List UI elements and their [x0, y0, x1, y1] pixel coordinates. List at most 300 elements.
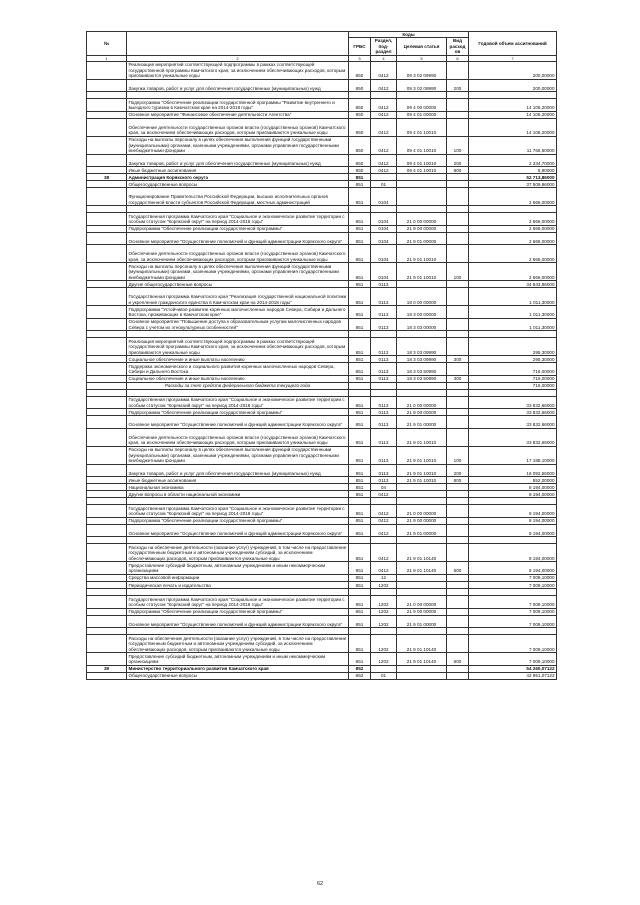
row-expense-type-cell — [447, 61, 469, 79]
table-row — [87, 118, 557, 136]
row-grbs-cell — [349, 628, 371, 635]
header-number: № — [87, 32, 127, 56]
row-article-cell — [397, 581, 447, 588]
table-row — [87, 318, 557, 331]
row-expense-type-cell — [447, 524, 469, 537]
row-article-cell: 21 9 00 00000 — [397, 517, 447, 524]
row-grbs-cell — [349, 331, 371, 338]
row-number-cell — [87, 363, 127, 376]
row-number-cell — [87, 562, 127, 575]
row-name-cell: Основное мероприятие "Осуществление полномочий и функций администрации Корякского округа" — [127, 524, 349, 537]
row-number-cell — [87, 505, 127, 518]
row-article-cell: 21 9 01 10010 — [397, 446, 447, 464]
row-sum-cell: 33 832,66000 — [469, 428, 557, 446]
table-row — [87, 416, 557, 429]
row-number-cell — [87, 338, 127, 356]
row-article-cell: 21 9 00 00000 — [397, 608, 447, 615]
row-section-cell: 01 — [371, 181, 397, 188]
row-grbs-cell: 851 — [349, 356, 371, 363]
header-name — [127, 32, 349, 56]
row-number-cell — [87, 396, 127, 409]
row-number-cell — [87, 181, 127, 188]
column-number-5: 5 — [397, 55, 447, 61]
table-row — [87, 188, 557, 206]
row-article-cell — [397, 491, 447, 498]
row-article-cell — [397, 588, 447, 595]
row-grbs-cell: 851 — [349, 281, 371, 288]
row-sum-cell: 1 011,30000 — [469, 318, 557, 331]
row-article-cell — [397, 382, 447, 389]
table-row — [87, 517, 557, 524]
row-article-cell — [397, 665, 447, 672]
row-sum-cell: 8 194,00000 — [469, 517, 557, 524]
table-row — [87, 281, 557, 288]
row-section-cell: 0113 — [371, 416, 397, 429]
row-section-cell: 0412 — [371, 505, 397, 518]
row-section-cell: 0113 — [371, 306, 397, 319]
row-number-cell — [87, 225, 127, 232]
row-sum-cell: 42 951,07122 — [469, 672, 557, 679]
row-section-cell: 0412 — [371, 491, 397, 498]
row-name-cell: Обеспечение деятельности государственных органов власти (государственных органов) Камчатского края, за исключением обеспечивающих расходов, которым присваиваются уникальные коды — [127, 428, 349, 446]
row-expense-type-cell — [447, 517, 469, 524]
row-number-cell — [87, 118, 127, 136]
row-sum-cell — [469, 537, 557, 544]
row-article-cell — [397, 174, 447, 181]
row-number-cell — [87, 206, 127, 213]
row-grbs-cell: 851 — [349, 524, 371, 537]
row-grbs-cell: 851 — [349, 174, 371, 181]
row-section-cell: 0113 — [371, 396, 397, 409]
row-name-cell: Администрация Корякского округа — [127, 174, 349, 181]
row-expense-type-cell — [447, 416, 469, 429]
row-name-cell — [127, 537, 349, 544]
row-article-cell — [397, 537, 447, 544]
row-expense-type-cell — [447, 225, 469, 232]
row-sum-cell: 33 832,66000 — [469, 396, 557, 409]
row-section-cell: 0412 — [371, 562, 397, 575]
row-sum-cell: 7 009,10000 — [469, 581, 557, 588]
budget-table — [86, 31, 557, 680]
table-row — [87, 635, 557, 653]
table-row — [87, 491, 557, 498]
row-article-cell — [397, 281, 447, 288]
row-section-cell: 0412 — [371, 136, 397, 154]
row-name-cell: Предоставление субсидий бюджетным, автономным учреждениям и иным некоммерческим организациям — [127, 653, 349, 666]
row-article-cell: 21 0 00 00000 — [397, 396, 447, 409]
table-row — [87, 389, 557, 396]
row-grbs-cell: 851 — [349, 318, 371, 331]
row-name-cell: Подпрограмма "Обеспечение реализации государственной программы" — [127, 225, 349, 232]
row-section-cell: 0113 — [371, 428, 397, 446]
table-row — [87, 477, 557, 484]
row-grbs-cell: 851 — [349, 375, 371, 382]
row-article-cell — [397, 206, 447, 213]
row-number-cell — [87, 615, 127, 628]
row-name-cell: Основное мероприятие "Осуществление полномочий и функций администрации Корякского округа" — [127, 416, 349, 429]
header-annual-sum: Годовой объем ассигнований — [469, 32, 557, 56]
row-sum-cell: 14 106,20000 — [469, 111, 557, 118]
row-name-cell: Основное мероприятие "Повышение доступа к образовательным услугам малочисленных народов Севера с учетом их этнокультурных особенностей" — [127, 318, 349, 331]
row-grbs-cell: 851 — [349, 338, 371, 356]
page-number: 62 — [316, 881, 324, 887]
row-number-cell — [87, 653, 127, 666]
row-section-cell: 0113 — [371, 375, 397, 382]
row-name-cell: Основное мероприятие "Финансовое обеспечение деятельности Агентства" — [127, 111, 349, 118]
row-section-cell — [371, 588, 397, 595]
row-expense-type-cell — [447, 188, 469, 206]
row-sum-cell: 8 194,00000 — [469, 562, 557, 575]
row-section-cell — [371, 92, 397, 99]
row-sum-cell: 2 334,70000 — [469, 154, 557, 167]
row-section-cell — [371, 382, 397, 389]
row-expense-type-cell: 300 — [447, 375, 469, 382]
row-section-cell: 0412 — [371, 99, 397, 112]
row-grbs-cell — [349, 389, 371, 396]
row-section-cell — [371, 498, 397, 505]
row-expense-type-cell — [447, 206, 469, 213]
row-name-cell — [127, 206, 349, 213]
row-name-cell — [127, 92, 349, 99]
row-grbs-cell: 851 — [349, 396, 371, 409]
row-sum-cell: 295,30000 — [469, 338, 557, 356]
row-expense-type-cell — [447, 281, 469, 288]
row-grbs-cell: 851 — [349, 232, 371, 245]
row-grbs-cell — [349, 206, 371, 213]
budget-sheet — [86, 31, 556, 680]
row-name-cell: Реализация мероприятий соответствующей подпрограммы в рамках соответствующей государственной программы Камчатского края, за исключением обеспечивающих расходов, которым присваиваются уникальные коды — [127, 61, 349, 79]
table-row — [87, 608, 557, 615]
row-name-cell: Социальное обеспечение и иные выплаты населению — [127, 356, 349, 363]
budget-rows — [87, 61, 557, 679]
row-name-cell: Расходы за счет средств федерального бюджета текущего года — [127, 382, 349, 389]
row-sum-cell: 7 009,10000 — [469, 635, 557, 653]
row-grbs-cell: 851 — [349, 181, 371, 188]
row-section-cell: 0104 — [371, 263, 397, 281]
row-grbs-cell — [349, 537, 371, 544]
row-sum-cell: 716,00000 — [469, 382, 557, 389]
row-article-cell — [397, 92, 447, 99]
row-number-cell — [87, 581, 127, 588]
header-grbs: ГРБС — [349, 38, 371, 55]
row-section-cell: 0412 — [371, 61, 397, 79]
row-name-cell: Функционирование Правительства Российской Федерации, высших исполнительных органов государственной власти субъектов Российской Федерации, местных администраций — [127, 188, 349, 206]
row-sum-cell: 8 194,00000 — [469, 491, 557, 498]
table-row — [87, 428, 557, 446]
row-name-cell: Другие общегосударственные вопросы — [127, 281, 349, 288]
row-expense-type-cell — [447, 245, 469, 263]
table-row — [87, 232, 557, 245]
row-name-cell: Закупка товаров, работ и услуг для обеспечения государственных (муниципальных) нужд — [127, 154, 349, 167]
row-grbs-cell: 850 — [349, 136, 371, 154]
row-name-cell: Общегосударственные вопросы — [127, 181, 349, 188]
row-expense-type-cell — [447, 288, 469, 306]
row-grbs-cell: 850 — [349, 61, 371, 79]
row-article-cell: 09 4 00 00000 — [397, 99, 447, 112]
row-number-cell — [87, 537, 127, 544]
table-row — [87, 111, 557, 118]
row-name-cell — [127, 331, 349, 338]
row-name-cell: Социальное обеспечение и иные выплаты населению — [127, 375, 349, 382]
table-row — [87, 382, 557, 389]
row-sum-cell: 37 509,96000 — [469, 181, 557, 188]
table-row — [87, 628, 557, 635]
row-sum-cell: 17 188,10000 — [469, 446, 557, 464]
row-section-cell: 0104 — [371, 225, 397, 232]
row-number-cell — [87, 188, 127, 206]
row-expense-type-cell — [447, 665, 469, 672]
row-grbs-cell: 852 — [349, 665, 371, 672]
table-row — [87, 356, 557, 363]
row-section-cell: 0113 — [371, 356, 397, 363]
row-name-cell: Национальная экономика — [127, 484, 349, 491]
row-name-cell: Средства массовой информации — [127, 574, 349, 581]
row-section-cell: 01 — [371, 672, 397, 679]
row-number-cell — [87, 635, 127, 653]
row-article-cell: 09 3 02 09990 — [397, 79, 447, 92]
row-number-cell — [87, 477, 127, 484]
table-row — [87, 446, 557, 464]
row-number-cell — [87, 409, 127, 416]
table-row — [87, 225, 557, 232]
row-sum-cell — [469, 206, 557, 213]
row-expense-type-cell: 600 — [447, 562, 469, 575]
row-sum-cell — [469, 588, 557, 595]
row-article-cell: 21 9 01 10010 — [397, 245, 447, 263]
row-section-cell — [371, 331, 397, 338]
row-section-cell: 0113 — [371, 477, 397, 484]
table-row — [87, 544, 557, 562]
header-row-top — [87, 32, 557, 38]
row-expense-type-cell: 200 — [447, 464, 469, 477]
row-expense-type-cell — [447, 111, 469, 118]
row-expense-type-cell — [447, 615, 469, 628]
row-article-cell: 21 9 00 00000 — [397, 409, 447, 416]
table-row — [87, 79, 557, 92]
row-number-cell — [87, 464, 127, 477]
row-number-cell — [87, 491, 127, 498]
row-expense-type-cell — [447, 363, 469, 376]
table-row — [87, 338, 557, 356]
row-expense-type-cell — [447, 92, 469, 99]
table-row — [87, 562, 557, 575]
row-number-cell — [87, 281, 127, 288]
row-grbs-cell: 851 — [349, 581, 371, 588]
column-number-6: 6 — [447, 55, 469, 61]
row-sum-cell: 7 009,10000 — [469, 608, 557, 615]
row-grbs-cell: 851 — [349, 245, 371, 263]
row-section-cell: 0412 — [371, 79, 397, 92]
row-number-cell — [87, 524, 127, 537]
row-section-cell: 0412 — [371, 111, 397, 118]
row-article-cell: 18 3 03 50990 — [397, 363, 447, 376]
row-expense-type-cell — [447, 537, 469, 544]
row-number-cell — [87, 331, 127, 338]
row-number-cell — [87, 318, 127, 331]
row-section-cell — [371, 628, 397, 635]
row-article-cell — [397, 628, 447, 635]
row-grbs-cell — [349, 588, 371, 595]
row-article-cell — [397, 331, 447, 338]
row-name-cell: Расходы на выплаты персоналу в целях обеспечения выполнения функций государственными (муниципальными) органами, казенными учреждениями, органами управления государственными внебюджетными фондами — [127, 446, 349, 464]
table-row — [87, 581, 557, 588]
row-name-cell — [127, 389, 349, 396]
row-number-cell — [87, 608, 127, 615]
row-grbs-cell: 851 — [349, 574, 371, 581]
row-name-cell: Предоставление субсидий бюджетным, автономным учреждениям и иным некоммерческим организациям — [127, 562, 349, 575]
row-article-cell: 09 4 01 10010 — [397, 167, 447, 174]
table-row — [87, 306, 557, 319]
row-number-cell — [87, 389, 127, 396]
table-row — [87, 375, 557, 382]
row-sum-cell: 5,90000 — [469, 167, 557, 174]
row-sum-cell: 716,00000 — [469, 363, 557, 376]
row-number-cell — [87, 484, 127, 491]
row-name-cell: Государственная программа Камчатского края "Социальное и экономическое развитие территории с особым статусом "Корякский округ" на период 2014-2018 годы" — [127, 396, 349, 409]
row-sum-cell: 14 106,20000 — [469, 118, 557, 136]
row-article-cell: 21 9 01 00000 — [397, 524, 447, 537]
row-expense-type-cell — [447, 544, 469, 562]
row-section-cell: 0412 — [371, 517, 397, 524]
row-expense-type-cell: 200 — [447, 154, 469, 167]
row-sum-cell: 14 106,20000 — [469, 99, 557, 112]
row-name-cell: Закупка товаров, работ и услуг для обеспечения государственных (муниципальных) нужд — [127, 464, 349, 477]
row-expense-type-cell — [447, 409, 469, 416]
table-row — [87, 505, 557, 518]
header-target-article: Целевая статья — [397, 38, 447, 55]
row-expense-type-cell — [447, 581, 469, 588]
row-article-cell: 21 9 01 10140 — [397, 544, 447, 562]
table-row — [87, 588, 557, 595]
row-grbs-cell: 851 — [349, 446, 371, 464]
row-sum-cell: 2 666,00000 — [469, 232, 557, 245]
row-grbs-cell: 851 — [349, 263, 371, 281]
row-article-cell — [397, 389, 447, 396]
row-article-cell: 21 9 01 10010 — [397, 477, 447, 484]
row-number-cell — [87, 672, 127, 679]
row-section-cell: 0412 — [371, 167, 397, 174]
table-row — [87, 596, 557, 609]
row-sum-cell: 716,00000 — [469, 375, 557, 382]
row-name-cell: Реализация мероприятий соответствующей подпрограммы в рамках соответствующей государственной программы Камчатского края, за исключением обеспечивающих расходов, которым присваиваются уникальные коды — [127, 338, 349, 356]
row-expense-type-cell: 800 — [447, 167, 469, 174]
row-article-cell: 09 4 01 10010 — [397, 118, 447, 136]
row-expense-type-cell: 300 — [447, 356, 469, 363]
row-section-cell: 1202 — [371, 596, 397, 609]
row-section-cell: 0104 — [371, 232, 397, 245]
row-sum-cell: 295,30000 — [469, 356, 557, 363]
row-section-cell — [371, 665, 397, 672]
row-section-cell — [371, 174, 397, 181]
row-expense-type-cell — [447, 574, 469, 581]
row-expense-type-cell — [447, 181, 469, 188]
row-article-cell: 09 4 01 10010 — [397, 136, 447, 154]
row-article-cell: 18 3 03 00000 — [397, 318, 447, 331]
row-name-cell: Закупка товаров, работ и услуг для обеспечения государственных (муниципальных) нужд — [127, 79, 349, 92]
row-number-cell — [87, 154, 127, 167]
header-expense-type: Вид расходов — [447, 38, 469, 55]
row-expense-type-cell — [447, 628, 469, 635]
row-sum-cell: 33 832,66000 — [469, 409, 557, 416]
row-name-cell: Подпрограмма "Устойчивое развитие коренных малочисленных народов Севера, Сибири и Дальнего Востока, проживающих в Камчатском крае" — [127, 306, 349, 319]
row-article-cell: 21 9 01 00000 — [397, 416, 447, 429]
row-grbs-cell: 851 — [349, 635, 371, 653]
row-expense-type-cell — [447, 232, 469, 245]
row-number-cell — [87, 356, 127, 363]
row-sum-cell: 16 092,56000 — [469, 464, 557, 477]
row-number-cell — [87, 61, 127, 79]
row-section-cell: 0104 — [371, 188, 397, 206]
row-number-cell — [87, 544, 127, 562]
row-grbs-cell: 851 — [349, 505, 371, 518]
row-name-cell: Общегосударственные вопросы — [127, 672, 349, 679]
row-grbs-cell: 851 — [349, 484, 371, 491]
row-grbs-cell: 851 — [349, 409, 371, 416]
table-row — [87, 99, 557, 112]
row-article-cell — [397, 672, 447, 679]
row-article-cell: 21 9 01 10140 — [397, 562, 447, 575]
row-expense-type-cell — [447, 428, 469, 446]
row-section-cell: 0113 — [371, 409, 397, 416]
row-number-cell — [87, 306, 127, 319]
row-sum-cell: 7 009,10000 — [469, 596, 557, 609]
row-number-cell — [87, 428, 127, 446]
row-sum-cell: 11 765,60000 — [469, 136, 557, 154]
row-grbs-cell: 850 — [349, 79, 371, 92]
row-sum-cell: 552,00000 — [469, 477, 557, 484]
row-article-cell: 18 0 00 00000 — [397, 288, 447, 306]
row-grbs-cell: 851 — [349, 544, 371, 562]
table-row — [87, 653, 557, 666]
row-section-cell: 1202 — [371, 615, 397, 628]
row-sum-cell: 54 260,07122 — [469, 665, 557, 672]
row-number-cell — [87, 213, 127, 226]
row-sum-cell — [469, 331, 557, 338]
row-name-cell: Подпрограмма "Обеспечение реализации государственной программы" — [127, 517, 349, 524]
column-number-3: 3 — [349, 55, 371, 61]
row-name-cell: Основное мероприятие "Осуществление полномочий и функций администрации Корякского округа" — [127, 615, 349, 628]
row-section-cell: 1202 — [371, 581, 397, 588]
row-section-cell: 0412 — [371, 524, 397, 537]
row-grbs-cell: 851 — [349, 188, 371, 206]
row-expense-type-cell — [447, 382, 469, 389]
column-number-4: 4 — [371, 55, 397, 61]
row-section-cell: 0104 — [371, 245, 397, 263]
row-expense-type-cell — [447, 491, 469, 498]
table-row — [87, 363, 557, 376]
row-grbs-cell: 852 — [349, 672, 371, 679]
row-name-cell: Расходы на выплаты персоналу в целях обеспечения выполнения функций государственными (муниципальными) органами, казенными учреждениями, органами управления государственными внебюджетными фондами — [127, 136, 349, 154]
row-expense-type-cell — [447, 99, 469, 112]
row-expense-type-cell: 100 — [447, 136, 469, 154]
row-section-cell: 0113 — [371, 281, 397, 288]
row-expense-type-cell — [447, 635, 469, 653]
row-expense-type-cell — [447, 213, 469, 226]
row-section-cell: 0113 — [371, 338, 397, 356]
row-grbs-cell: 851 — [349, 477, 371, 484]
table-row — [87, 409, 557, 416]
header-codes: Коды — [349, 32, 469, 38]
row-number-cell: 39 — [87, 665, 127, 672]
row-article-cell — [397, 574, 447, 581]
row-name-cell: Расходы на выплаты персоналу в целях обеспечения выполнения функций государственными (муниципальными) органами, казенными учреждениями, органами управления государственными внебюджетными фондами — [127, 263, 349, 281]
row-grbs-cell: 850 — [349, 118, 371, 136]
row-name-cell: Подпрограмма "Обеспечение реализации государственной программы "Развитие внутреннего и выездного туризма в Камчатском крае на 2014-2018 годы" — [127, 99, 349, 112]
row-article-cell: 21 9 00 00000 — [397, 225, 447, 232]
row-sum-cell: 8 194,00000 — [469, 544, 557, 562]
row-grbs-cell: 850 — [349, 111, 371, 118]
row-sum-cell: 7 009,10000 — [469, 653, 557, 666]
